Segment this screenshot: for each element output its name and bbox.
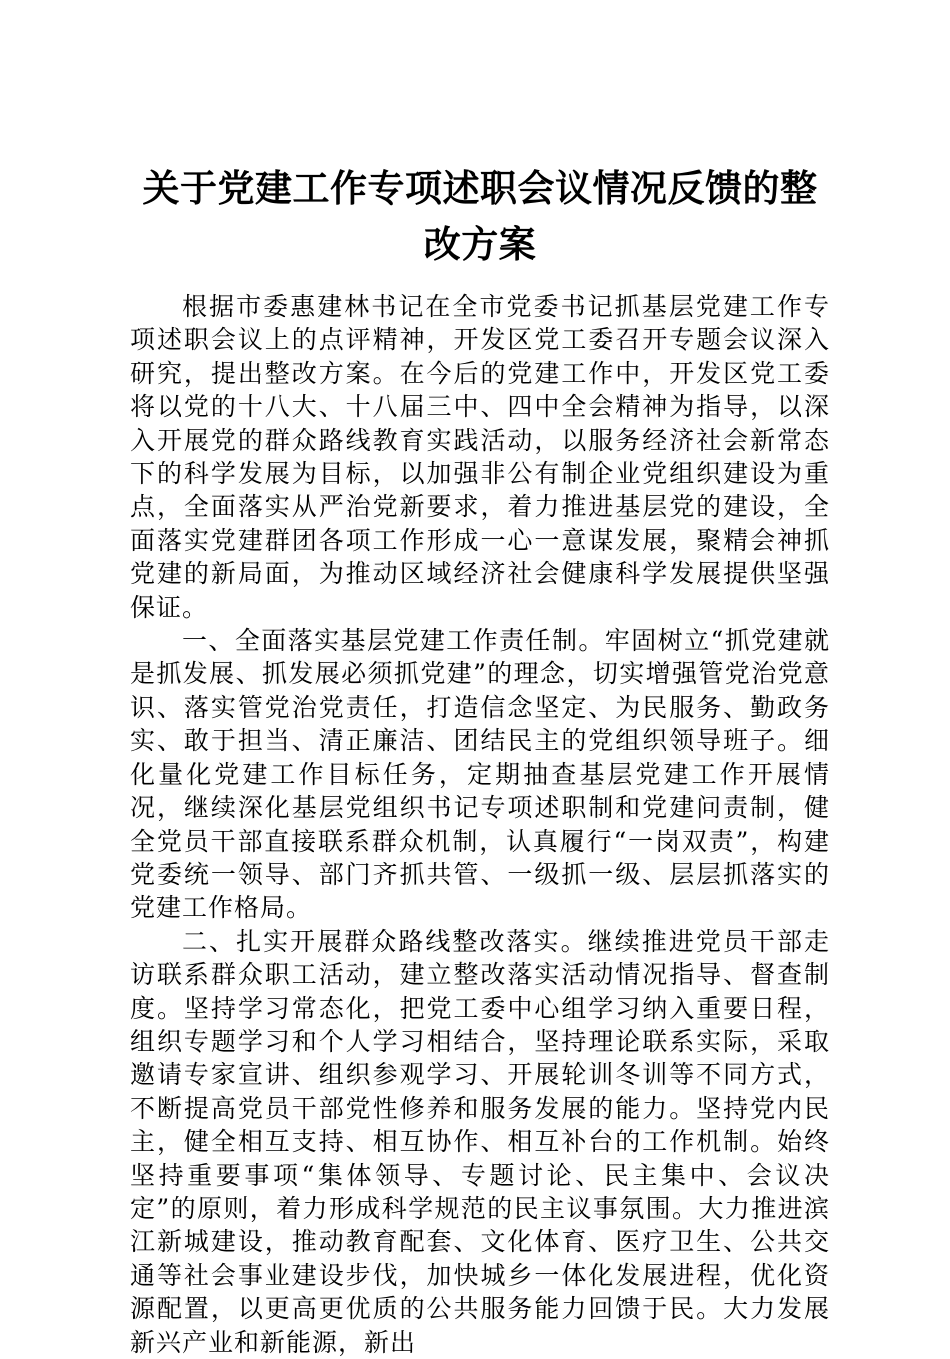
- paragraph-section-2: 二、扎实开展群众路线整改落实。继续推进党员干部走访联系群众职工活动，建立整改落实活动情况指导、督查制度。坚持学习常态化，把党工委中心组学习纳入重要日程，组织专题学习和个人学习相结合，坚持理论联系实际，采取邀请专家宣讲、组织参观学习、开展轮训冬训等不同方式，不断提高党员干部党性修养和服务发展的能力。坚持党内民主，健全相互支持、相互协作、相互补台的工作机制。始终坚持重要事项“集体领导、专题讨论、民主集中、会议决定”的原则，着力形成科学规范的民主议事氛围。大力推进滨江新城建设，推动教育配套、文化体育、医疗卫生、公共交通等社会事业建设步伐，加快城乡一体化发展进程，优化资源配置，以更高更优质的公共服务能力回馈于民。大力发展新兴产业和新能源，新出: [130, 926, 830, 1357]
- paragraph-section-1: 一、全面落实基层党建工作责任制。牢固树立“抓党建就是抓发展、抓发展必须抓党建”的理念，切实增强管党治党意识、落实管党治党责任，打造信念坚定、为民服务、勤政务实、敢于担当、清正廉洁、团结民主的党组织领导班子。细化量化党建工作目标任务，定期抽查基层党建工作开展情况，继续深化基层党组织书记专项述职制和党建问责制，健全党员干部直接联系群众机制，认真履行“一岗双责”，构建党委统一领导、部门齐抓共管、一级抓一级、层层抓落实的党建工作格局。: [130, 626, 830, 923]
- paragraph-intro: 根据市委惠建林书记在全市党委书记抓基层党建工作专项述职会议上的点评精神，开发区党工委召开专题会议深入研究，提出整改方案。在今后的党建工作中，开发区党工委将以党的十八大、十八届三中、四中全会精神为指导，以深入开展党的群众路线教育实践活动，以服务经济社会新常态下的科学发展为目标，以加强非公有制企业党组织建设为重点，全面落实从严治党新要求，着力推进基层党的建设，全面落实党建群团各项工作形成一心一意谋发展，聚精会神抓党建的新局面，为推动区域经济社会健康科学发展提供坚强保证。: [130, 292, 830, 622]
- document-title: 关于党建工作专项述职会议情况反馈的整改方案: [142, 166, 818, 266]
- document-body: [130, 290, 830, 1359]
- document-page: [130, 0, 830, 1357]
